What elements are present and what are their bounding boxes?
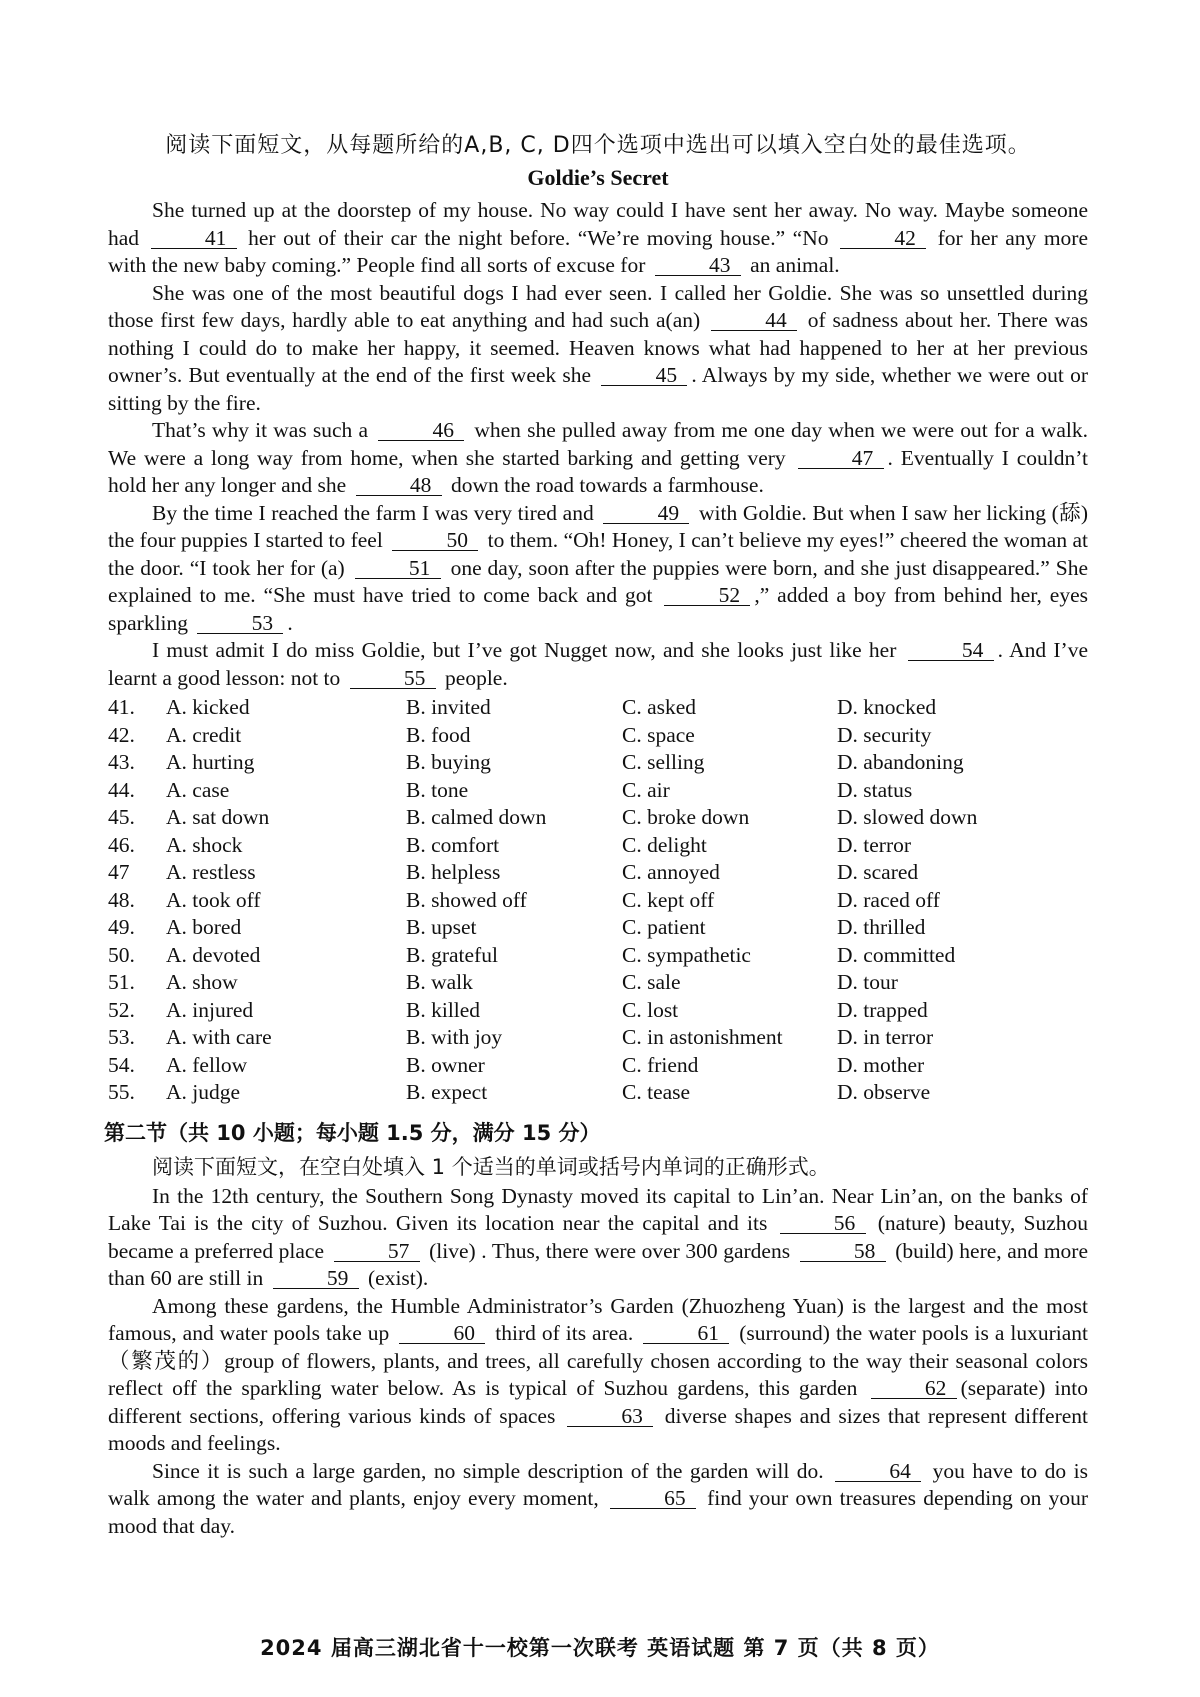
option-a: A. sat down: [166, 805, 270, 829]
blank-44: 44: [711, 310, 797, 331]
option-row: [108, 804, 1088, 832]
question-number: 55.: [108, 1080, 135, 1104]
passage-text: (surround) the water pools is a luxuriant（繁茂的）group of flowers, plants, and trees, all carefully chosen according to the way their seasonal colors reflect off the sparkling water below. As is typical of Suzhou gardens, this garden: [108, 1321, 1088, 1400]
passage-paragraph: [108, 637, 1088, 692]
option-c: C. sympathetic: [622, 942, 751, 967]
option-row: [108, 722, 1088, 750]
blank-59: 59: [273, 1268, 359, 1289]
question-number: 46.: [108, 832, 135, 857]
blank-45: 45: [601, 365, 687, 386]
passage-text: .: [287, 610, 293, 635]
option-c: C. air: [622, 777, 670, 802]
option-row: [108, 749, 1088, 777]
passage-text: By the time I reached the farm I was very tired and: [152, 500, 600, 525]
question-number: 54.: [108, 1052, 135, 1077]
passage-paragraph: [108, 197, 1088, 280]
option-b: B. tone: [406, 777, 469, 802]
option-row: [108, 777, 1088, 805]
option-d: D. scared: [837, 860, 919, 884]
option-row: [108, 1024, 1088, 1052]
passage-text: her out of their car the night before. “We’re moving house.” “No: [240, 225, 837, 250]
option-b: B. with joy: [406, 1025, 503, 1049]
option-c: C. lost: [622, 997, 679, 1022]
option-d: D. raced off: [837, 887, 940, 912]
option-d: D. in terror: [837, 1025, 934, 1049]
question-number: 53.: [108, 1025, 135, 1049]
option-b: B. comfort: [406, 832, 500, 857]
passage-text: She was one of the most beautiful dogs I had ever seen. I called her Goldie. She was so unsettled during those first few days, hardly able to eat anything and had such a(an): [108, 280, 1088, 332]
option-a: A. kicked: [166, 695, 250, 719]
blank-43: 43: [655, 255, 741, 276]
blank-64: 64: [835, 1461, 921, 1482]
option-b: B. walk: [406, 970, 473, 994]
passage-text: of sadness about her. There was nothing I could do to make her happy, it seemed. Heaven knows what had happened to her at her previous owner’s. But eventually at the end of the first week she: [108, 308, 1089, 387]
option-d: D. security: [837, 722, 932, 747]
passage-paragraph: [108, 280, 1088, 418]
blank-46: 46: [378, 420, 464, 441]
option-d: D. slowed down: [837, 805, 978, 829]
passage-paragraph: [108, 1293, 1088, 1458]
blank-62: 62: [871, 1378, 957, 1399]
option-d: D. knocked: [837, 695, 937, 719]
blank-52: 52: [664, 585, 750, 606]
option-a: A. with care: [166, 1025, 272, 1049]
passage-text: an animal.: [744, 253, 840, 277]
passage-text: one day, soon after the puppies were born, and she just disappeared.” She explained to me. “She must have tried to come back and got: [108, 555, 1088, 607]
option-b: B. calmed down: [406, 805, 547, 829]
cloze-passage: [108, 197, 1088, 692]
blank-47: 47: [798, 448, 884, 469]
passage-text: people.: [439, 665, 508, 690]
option-b: B. grateful: [406, 942, 498, 967]
option-b: B. showed off: [406, 887, 527, 912]
blank-58: 58: [800, 1241, 886, 1262]
passage-text: (separate) into different sections, offering various kinds of spaces: [108, 1376, 1089, 1428]
question-number: 43.: [108, 750, 135, 774]
blank-49: 49: [603, 503, 689, 524]
option-d: D. thrilled: [837, 915, 926, 939]
option-b: B. upset: [406, 915, 477, 939]
blank-41: 41: [151, 228, 237, 249]
passage-title: Goldie’s Secret: [527, 165, 669, 190]
option-d: D. observe: [837, 1080, 931, 1104]
option-d: D. terror: [837, 832, 912, 857]
option-c: C. friend: [622, 1052, 699, 1077]
option-d: D. mother: [837, 1052, 925, 1077]
option-a: A. shock: [166, 832, 243, 857]
passage-text: . Always by my side, whether we were out or sitting by the fire.: [108, 363, 1089, 415]
passage-text: down the road towards a farmhouse.: [445, 473, 764, 497]
options-list: [108, 694, 1088, 1107]
passage-text: . Eventually I couldn’t hold her any longer and she: [108, 445, 1089, 497]
blank-54: 54: [908, 640, 994, 661]
blank-61: 61: [643, 1323, 729, 1344]
passage-text: I must admit I do miss Goldie, but I’ve got Nugget now, and she looks just like her: [152, 638, 904, 662]
option-d: D. trapped: [837, 997, 928, 1022]
option-c: C. in astonishment: [622, 1025, 783, 1049]
option-c: C. selling: [622, 750, 705, 774]
option-a: A. show: [166, 970, 238, 994]
blank-63: 63: [567, 1406, 653, 1427]
option-row: [108, 859, 1088, 887]
question-number: 51.: [108, 970, 135, 994]
option-a: A. devoted: [166, 942, 261, 967]
question-number: 49.: [108, 915, 135, 939]
option-row: [108, 942, 1088, 970]
option-b: B. owner: [406, 1052, 485, 1077]
passage-text: (build) here, and more than 60 are still in: [108, 1238, 1089, 1290]
option-row: [108, 1052, 1088, 1080]
blank-55: 55: [350, 668, 436, 689]
option-c: C. kept off: [622, 887, 715, 912]
option-a: A. hurting: [166, 750, 255, 774]
passage-text: ,” added a boy from behind her, eyes sparkling: [108, 583, 1088, 635]
option-b: B. expect: [406, 1080, 488, 1104]
blank-56: 56: [780, 1213, 866, 1234]
option-row: [108, 1079, 1088, 1107]
passage-text: third of its area.: [489, 1321, 640, 1345]
page-content: [104, 128, 1089, 1540]
option-c: C. space: [622, 722, 695, 747]
option-b: B. buying: [406, 750, 491, 774]
question-number: 47: [108, 860, 130, 884]
blank-48: 48: [356, 475, 442, 496]
blank-42: 42: [840, 228, 926, 249]
grammar-passage: [108, 1183, 1088, 1541]
option-c: C. tease: [622, 1080, 691, 1104]
option-c: C. sale: [622, 970, 681, 994]
blank-65: 65: [610, 1488, 696, 1509]
passage-text: find your own treasures depending on your mood that day.: [108, 1486, 1088, 1538]
option-row: [108, 997, 1088, 1025]
question-number: 48.: [108, 887, 135, 912]
passage-text: Since it is such a large garden, no simple description of the garden will do.: [152, 1458, 832, 1483]
passage-text: That’s why it was such a: [152, 418, 375, 442]
blank-60: 60: [399, 1323, 485, 1344]
option-row: [108, 887, 1088, 915]
passage-text: (live) . Thus, there were over 300 gardens: [423, 1238, 796, 1263]
cloze-instruction: 阅读下面短文，从每题所给的A,B, C, D四个选项中选出可以填入空白处的最佳选项。: [165, 133, 1031, 158]
option-b: B. invited: [406, 695, 491, 719]
option-a: A. judge: [166, 1080, 241, 1104]
passage-text: you have to do is walk among the water and plants, enjoy every moment,: [108, 1458, 1089, 1510]
passage-text: She turned up at the doorstep of my house. No way could I have sent her away. No way. Maybe someone had: [108, 198, 1088, 250]
option-b: B. food: [406, 722, 471, 747]
blank-50: 50: [392, 530, 478, 551]
passage-text: for her any more with the new baby coming.” People find all sorts of excuse for: [108, 225, 1088, 277]
passage-text: . And I’ve learnt a good lesson: not to: [108, 638, 1089, 690]
option-row: [108, 832, 1088, 860]
option-d: D. status: [837, 777, 913, 802]
option-a: A. fellow: [166, 1052, 248, 1077]
blank-57: 57: [334, 1241, 420, 1262]
option-b: B. killed: [406, 997, 481, 1022]
question-number: 41.: [108, 695, 135, 719]
option-row: [108, 969, 1088, 997]
option-c: C. asked: [622, 695, 697, 719]
passage-paragraph: [108, 1183, 1088, 1293]
passage-paragraph: [108, 1458, 1088, 1541]
question-number: 42.: [108, 722, 135, 747]
question-number: 45.: [108, 805, 135, 829]
option-c: C. annoyed: [622, 860, 720, 884]
question-number: 50.: [108, 942, 135, 967]
grammar-instruction: 阅读下面短文，在空白处填入 1 个适当的单词或括号内单词的正确形式。: [152, 1154, 830, 1179]
option-d: D. tour: [837, 970, 898, 994]
page-footer: 2024 届高三湖北省十一校第一次联考 英语试题 第 7 页（共 8 页）: [260, 1636, 940, 1660]
option-a: A. restless: [166, 860, 256, 884]
option-c: C. broke down: [622, 805, 750, 829]
blank-53: 53: [197, 613, 283, 634]
passage-paragraph: [108, 417, 1088, 500]
section-heading: 第二节（共 10 小题；每小题 1.5 分，满分 15 分）: [104, 1120, 601, 1145]
blank-51: 51: [355, 558, 441, 579]
option-a: A. case: [166, 777, 230, 802]
option-c: C. patient: [622, 915, 706, 939]
passage-text: to them. “Oh! Honey, I can’t believe my eyes!” cheered the woman at the door. “I took her for (a): [108, 528, 1088, 580]
passage-text: (nature) beauty, Suzhou became a preferred place: [108, 1211, 1089, 1263]
option-a: A. took off: [166, 887, 261, 912]
option-a: A. bored: [166, 915, 242, 939]
option-a: A. injured: [166, 997, 254, 1022]
option-d: D. committed: [837, 942, 956, 967]
option-a: A. credit: [166, 722, 242, 747]
passage-text: diverse shapes and sizes that represent different moods and feelings.: [108, 1403, 1089, 1455]
passage-text: (exist).: [362, 1266, 429, 1290]
option-c: C. delight: [622, 832, 707, 857]
option-b: B. helpless: [406, 860, 501, 884]
passage-text: Among these gardens, the Humble Administrator’s Garden (Zhuozheng Yuan) is the largest and the most famous, and water pools take up: [108, 1293, 1088, 1345]
question-number: 44.: [108, 777, 135, 802]
passage-text: with Goldie. But when I saw her licking (舔) the four puppies I started to feel: [108, 500, 1088, 552]
option-d: D. abandoning: [837, 750, 964, 774]
passage-paragraph: [108, 500, 1088, 638]
option-row: [108, 914, 1088, 942]
passage-text: when she pulled away from me one day when we were out for a walk. We were a long way from home, when she started barking and getting very: [108, 418, 1089, 470]
question-number: 52.: [108, 997, 135, 1022]
option-row: [108, 694, 1088, 722]
passage-text: In the 12th century, the Southern Song Dynasty moved its capital to Lin’an. Near Lin’an, on the banks of Lake Tai is the city of Suzhou. Given its location near the capital and its: [108, 1183, 1088, 1235]
